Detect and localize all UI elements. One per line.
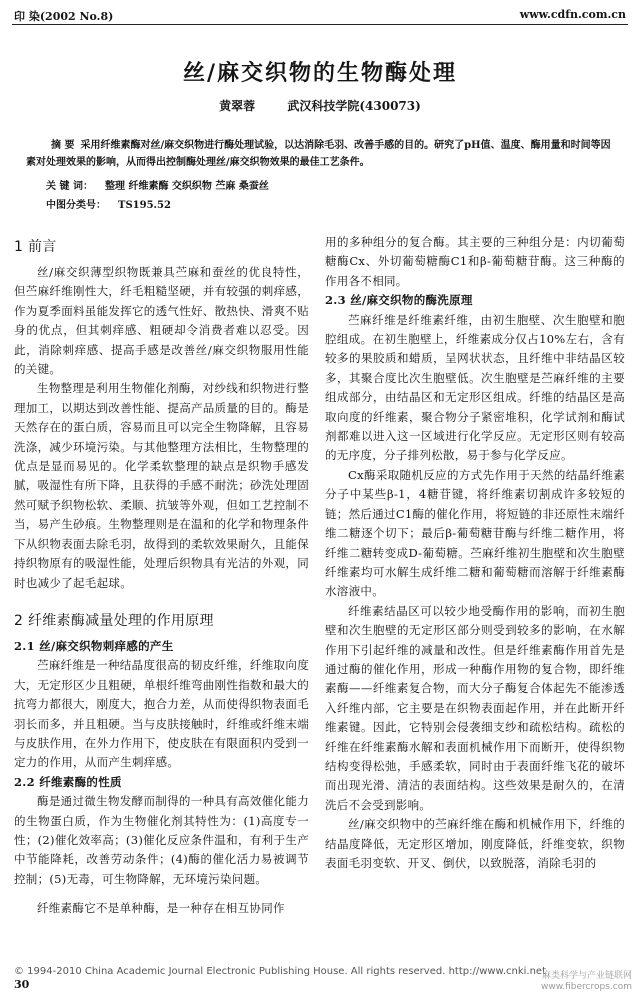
section-1-heading: 1 前言	[14, 239, 57, 255]
classification-label: 中图分类号：	[46, 200, 106, 211]
paragraph: 生物整理是利用生物催化剂酶，对纱线和织物进行整理加工，以期达到改善性能、提高产品质量的目的。酶是天然存在的蛋白质，容易而且可以完全生物降解，且容易洗涤，减少环境污染。与其他整理方法相比，生物整理的优点是显而易见的。化学柔软整理的缺点是织物手感发腻，吸湿性有所下降，且获得的手感不耐洗；砂洗处理固然可赋予织物松软、柔顺、抗皱等外观，但如工艺控制不当，易产生砂痕。生物整理则是在温和的化学和物理条件下从织物表面去除毛羽，故得到的柔软效果耐久，且能保持织物原有的吸湿性能，处理后织物具有光洁的外观，同时也减少了起毛起球。	[14, 381, 309, 590]
paragraph: 纤维素酶它不是单种酶，是一种存在相互协同作	[37, 901, 285, 916]
website-link[interactable]: www.cdfn.com.cn	[519, 8, 626, 21]
abstract-text: 采用纤维素酶对丝/麻交织物进行酶处理试验，以达消除毛羽、改善手感的目的。研究了pH值、温度、酶用量和时间等因素对处理效果的影响，从而得出控制酶处理丝/麻交织物效果的最佳工艺条件。	[26, 140, 611, 168]
keywords-line	[46, 177, 269, 192]
keywords-label: 关 键 词：	[46, 181, 93, 192]
paragraph: 用的多种组分的复合酶。其主要的三种组分是：内切葡萄糖酶Cx、外切葡萄糖酶C1和β-葡萄糖苷酶。这三种酶的作用各不相同。	[325, 235, 625, 288]
copyright-footer: © 1994-2010 China Academic Journal Electronic Publishing House. All rights reserved. http://www.cnki.net	[14, 966, 546, 977]
paragraph: 酶是通过微生物发酵而制得的一种具有高效催化能力的生物蛋白质，作为生物催化剂其特性为：(1)高度专一性；(2)催化效率高；(3)催化反应条件温和，有利于生产中节能降耗，改善劳动条件；(4)酶的催化活力易被调节控制；(5)无毒，可生物降解，无环境污染问题。	[14, 794, 309, 886]
watermark-url: www.fibercrops.com	[541, 982, 632, 992]
section-2-1-heading: 2.1 丝/麻交织物刺痒感的产生	[14, 638, 174, 653]
watermark-text: 麻类科学与产业链联网	[541, 971, 632, 981]
section-2-3-heading: 2.3 丝/麻交织物的酶洗原理	[325, 293, 473, 308]
paragraph: 苎麻纤维是纤维素纤维，由初生胞壁、次生胞壁和胞腔组成。在初生胞壁上，纤维素成分仅占10%左右，含有较多的果胶质和蜡质，呈网状状态，且纤维中非结晶区较多，其聚合度比次生胞壁低。次生胞壁是苎麻纤维的主要组成部分，由结晶区和无定形区组成。纤维的结晶区是高取向度的纤维素，聚合物分子紧密堆积，化学试剂和酶试剂都难以进入这一区域进行化学反应。无定形区则有较高的无序度，分子排列松散，易于参与化学反应。	[325, 312, 625, 463]
section-2-2-heading: 2.2 纤维素酶的性质	[14, 774, 122, 789]
classification-code: TS195.52	[118, 200, 171, 211]
running-header	[14, 6, 626, 26]
header-rule	[12, 24, 628, 25]
paragraph: 丝/麻交织物中的苎麻纤维在酶和机械作用下，纤维的结晶度降低，无定形区增加，刚度降低，纤维变软，织物表面毛羽变软、开叉、倒伏，以致脱落，消除毛羽的	[325, 817, 625, 870]
abstract-label: 摘 要	[51, 140, 75, 151]
abstract	[26, 137, 618, 171]
paragraph: 纤维素结晶区可以较少地受酶作用的影响，而初生胞壁和次生胞壁的无定形区部分则受到较多的影响，在水解作用下引起纤维的减量和改性。但是纤维素酶作用首先是通过酶的催化作用，形成一种酶作用物的复合物，即纤维素酶——纤维素复合物，而大分子酶复合体起先不能渗透入纤维内部，它主要是在织物表面起作用，并在此断开纤维素键。因此，它特别会侵袭细支纱和疏松结构。疏松的纤维在纤维素酶水解和表面机械作用下而断开，使得织物结构变得松弛，手感柔软，同时由于表面纤维飞花的破坏而出现光滑、清洁的表面结构。这些效果是耐久的，在清洗后不会受到影响。	[325, 603, 625, 812]
right-column	[325, 233, 625, 873]
paragraph: 苎麻纤维是一种结晶度很高的韧皮纤维，纤维取向度大，无定形区少且粗硬，单根纤维弯曲刚性指数和最大的抗弯力都很大，刚度大，抱合力差，从而使得织物表面毛羽长而多，并且粗硬。当与皮肤接触时，纤维或纤维末端与皮肤作用，在外力作用下，使皮肤在有限面积内受到一定力的作用，从而产生刺痒感。	[14, 658, 309, 770]
paragraph: Cx酶采取随机反应的方式先作用于天然的结晶纤维素分子中某些β-1，4糖苷键，将纤维素切割成许多较短的链；然后通过C1酶的催化作用，将短链的非还原性末端纤维二糖逐个切下；最后β-葡萄糖苷酶与纤维二糖作用，将纤维二糖转变成D-葡萄糖。苎麻纤维初生胞壁和次生胞壁纤维素均可水解生成纤维二糖和葡萄糖而溶解于纤维素酶水溶液中。	[325, 467, 625, 599]
keywords-text: 整理 纤维素酶 交织织物 苎麻 桑蚕丝	[104, 181, 269, 192]
classification-line	[46, 196, 171, 211]
paragraph: 丝/麻交织薄型织物既兼具苎麻和蚕丝的优良特性，但苎麻纤维刚性大，纤毛粗糙坚硬，并有较强的刺痒感，作为夏季面料虽能发挥它的透气性好、散热快、滑爽不贴身的优点，但其刺痒感、粗硬却令消费者难以忍受。因此，消除刺痒感、提高手感是改善丝/麻交织物服用性能的关键。	[14, 265, 309, 377]
journal-info: 印 染(2002 No.8)	[14, 10, 114, 23]
author-line	[0, 97, 640, 114]
section-2-heading: 2 纤维素酶减量处理的作用原理	[14, 612, 214, 629]
article-title: 丝/麻交织物的生物酶处理	[182, 60, 458, 86]
left-column	[14, 233, 309, 919]
page-number: 30	[14, 978, 30, 991]
author-name: 黄翠蓉	[219, 99, 256, 113]
author-affiliation: 武汉科技学院(430073)	[287, 99, 421, 113]
